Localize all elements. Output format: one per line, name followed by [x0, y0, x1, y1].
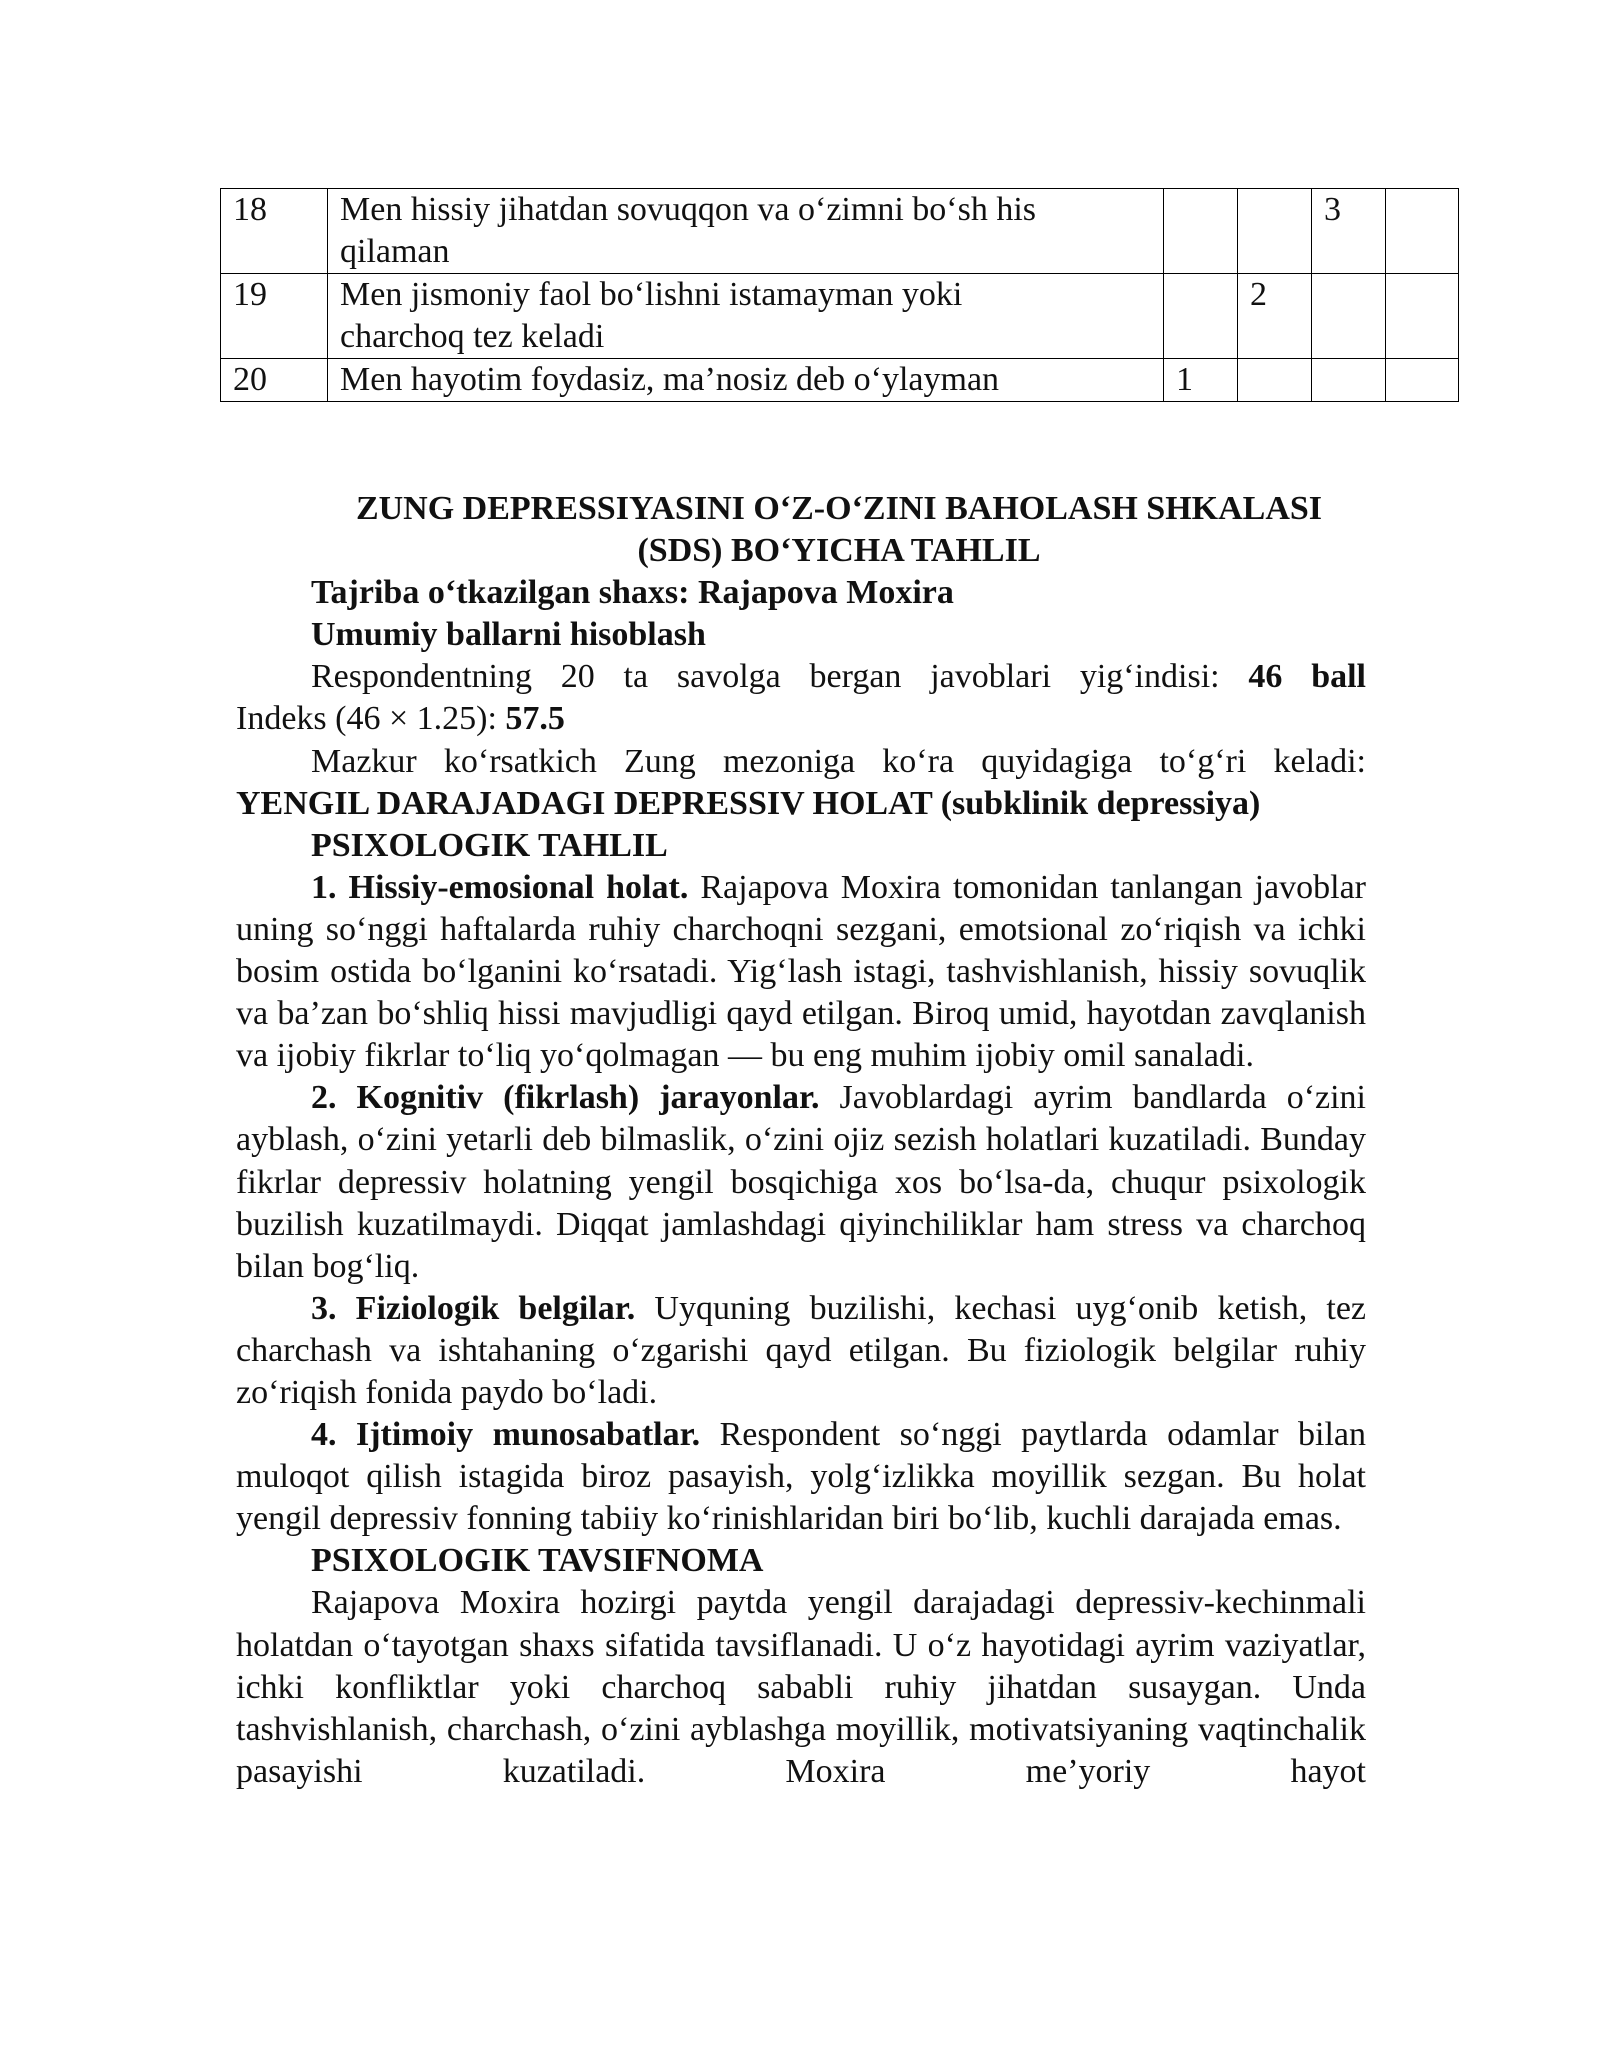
table-row	[221, 189, 1459, 274]
table-row	[221, 274, 1459, 359]
criteria-result: YENGIL DARAJADAGI DEPRESSIV HOLAT (subklinik depressiya)	[236, 784, 1261, 822]
sum-value: 46 ball	[1248, 658, 1366, 696]
answer-cell-3: 3	[1312, 189, 1386, 274]
subject-line: Tajriba o‘tkazilgan shaxs: Rajapova Moxira	[311, 574, 954, 612]
answer-cell-4	[1386, 274, 1459, 359]
sum-line	[236, 656, 1366, 698]
answer-cell-4	[1386, 189, 1459, 274]
index-text: Indeks (46 × 1.25):	[236, 700, 497, 738]
section-body: Uyquning buzilishi, kechasi uyg‘onib ketish, tez charchash va ishtahaning o‘zgarishi qayd etilgan. Bu fiziologik belgilar ruhiy zo‘riqish fonida paydo bo‘ladi.	[236, 1289, 1366, 1411]
question-line: charchoq tez keladi	[340, 318, 605, 355]
row-number: 18	[221, 189, 328, 274]
index-line	[236, 698, 1366, 740]
index-value: 57.5	[505, 700, 565, 738]
section-heading: 2. Kognitiv (fikrlash) jarayonlar.	[311, 1079, 820, 1117]
score-heading: Umumiy ballarni hisoblash	[311, 616, 706, 654]
answer-cell-2: 2	[1238, 274, 1312, 359]
sum-text: Respondentning 20 ta savolga bergan javoblari yig‘indisi:	[311, 658, 1220, 696]
answer-cell-1	[1164, 274, 1238, 359]
analysis-section-2	[236, 1077, 1366, 1287]
criteria-line: Mazkur ko‘rsatkich Zung mezoniga ko‘ra quyidagiga to‘g‘ri keladi:	[311, 742, 1366, 780]
row-question	[328, 274, 1164, 359]
description-body: Rajapova Moxira hozirgi paytda yengil darajadagi depressiv-kechinmali holatdan o‘tayotgan shaxs sifatida tavsiflanadi. U o‘z hayotidagi ayrim vaziyatlar, ichki konfliktlar yoki charchoq sababli ruhiy jihatdan susaygan. Unda tashvishlanish, charchash, o‘zini ayblashga moyillik, motivatsiyaning vaqtinchalik pasayishi kuzatiladi. Moxira me’yoriy hayot	[236, 1584, 1366, 1790]
row-question	[328, 189, 1164, 274]
answer-cell-3	[1312, 359, 1386, 402]
answer-cell-2	[1238, 189, 1312, 274]
row-number: 19	[221, 274, 328, 359]
answer-cell-1	[1164, 189, 1238, 274]
table-row	[221, 359, 1459, 402]
section-body: Javoblardagi ayrim bandlarda o‘zini ayblash, o‘zini yetarli deb bilmaslik, o‘zini ojiz sezish holatlari kuzatiladi. Bunday fikrlar depressiv holatning yengil bosqichiga xos bo‘lsa-da, chuqur psixologik buzilish kuzatilmaydi. Diqqat jamlashdagi qiyinchiliklar ham stress va charchoq bilan bog‘liq.	[236, 1079, 1367, 1285]
analysis-section-1	[236, 867, 1366, 1077]
title-line: (SDS) BO‘YICHA TAHLIL	[637, 532, 1041, 570]
section-body: Respondent so‘nggi paytlarda odamlar bilan muloqot qilish istagida biroz pasayish, yolg‘izlikka moyillik sezgan. Bu holat yengil depressiv fonning tabiiy ko‘rinishlaridan biri bo‘lib, kuchli darajada emas.	[236, 1416, 1366, 1538]
section-body: Rajapova Moxira tomonidan tanlangan javoblar uning so‘nggi haftalarda ruhiy charchoqni sezgani, emotsional zo‘riqish va ichki bosim ostida bo‘lganini ko‘rsatadi. Yig‘lash istagi, tashvishlanish, hissiy sovuqlik va ba’zan bo‘shliq hissi mavjudligi qayd etilgan. Biroq umid, hayotdan zavqlanish va ijobiy fikrlar to‘liq yo‘qolmagan — bu eng muhim ijobiy omil sanaladi.	[236, 868, 1367, 1075]
analysis-section-3	[236, 1288, 1366, 1414]
section-heading: 4. Ijtimoiy munosabatlar.	[311, 1416, 701, 1454]
answer-cell-2	[1238, 359, 1312, 402]
question-line: Men jismoniy faol bo‘lishni istamayman yoki	[340, 276, 963, 313]
description-heading: PSIXOLOGIK TAVSIFNOMA	[311, 1542, 764, 1580]
question-line: Men hissiy jihatdan sovuqqon va o‘zimni bo‘sh his	[340, 191, 1037, 228]
analysis-section-4	[236, 1414, 1366, 1540]
analysis-content	[236, 488, 1366, 1793]
answer-cell-1: 1	[1164, 359, 1238, 402]
question-line: qilaman	[340, 233, 450, 270]
analysis-heading: PSIXOLOGIK TAHLIL	[311, 826, 668, 864]
document-title	[236, 488, 1366, 572]
title-line: ZUNG DEPRESSIYASINI O‘Z-O‘ZINI BAHOLASH SHKALASI	[355, 490, 1323, 527]
answer-cell-3	[1312, 274, 1386, 359]
section-heading: 3. Fiziologik belgilar.	[311, 1289, 636, 1327]
answer-cell-4	[1386, 359, 1459, 402]
answers-table	[220, 188, 1459, 402]
row-number: 20	[221, 359, 328, 402]
question-line: Men hayotim foydasiz, ma’nosiz deb o‘ylayman	[340, 361, 1000, 398]
section-heading: 1. Hissiy-emosional holat.	[311, 868, 689, 906]
row-question	[328, 359, 1164, 402]
